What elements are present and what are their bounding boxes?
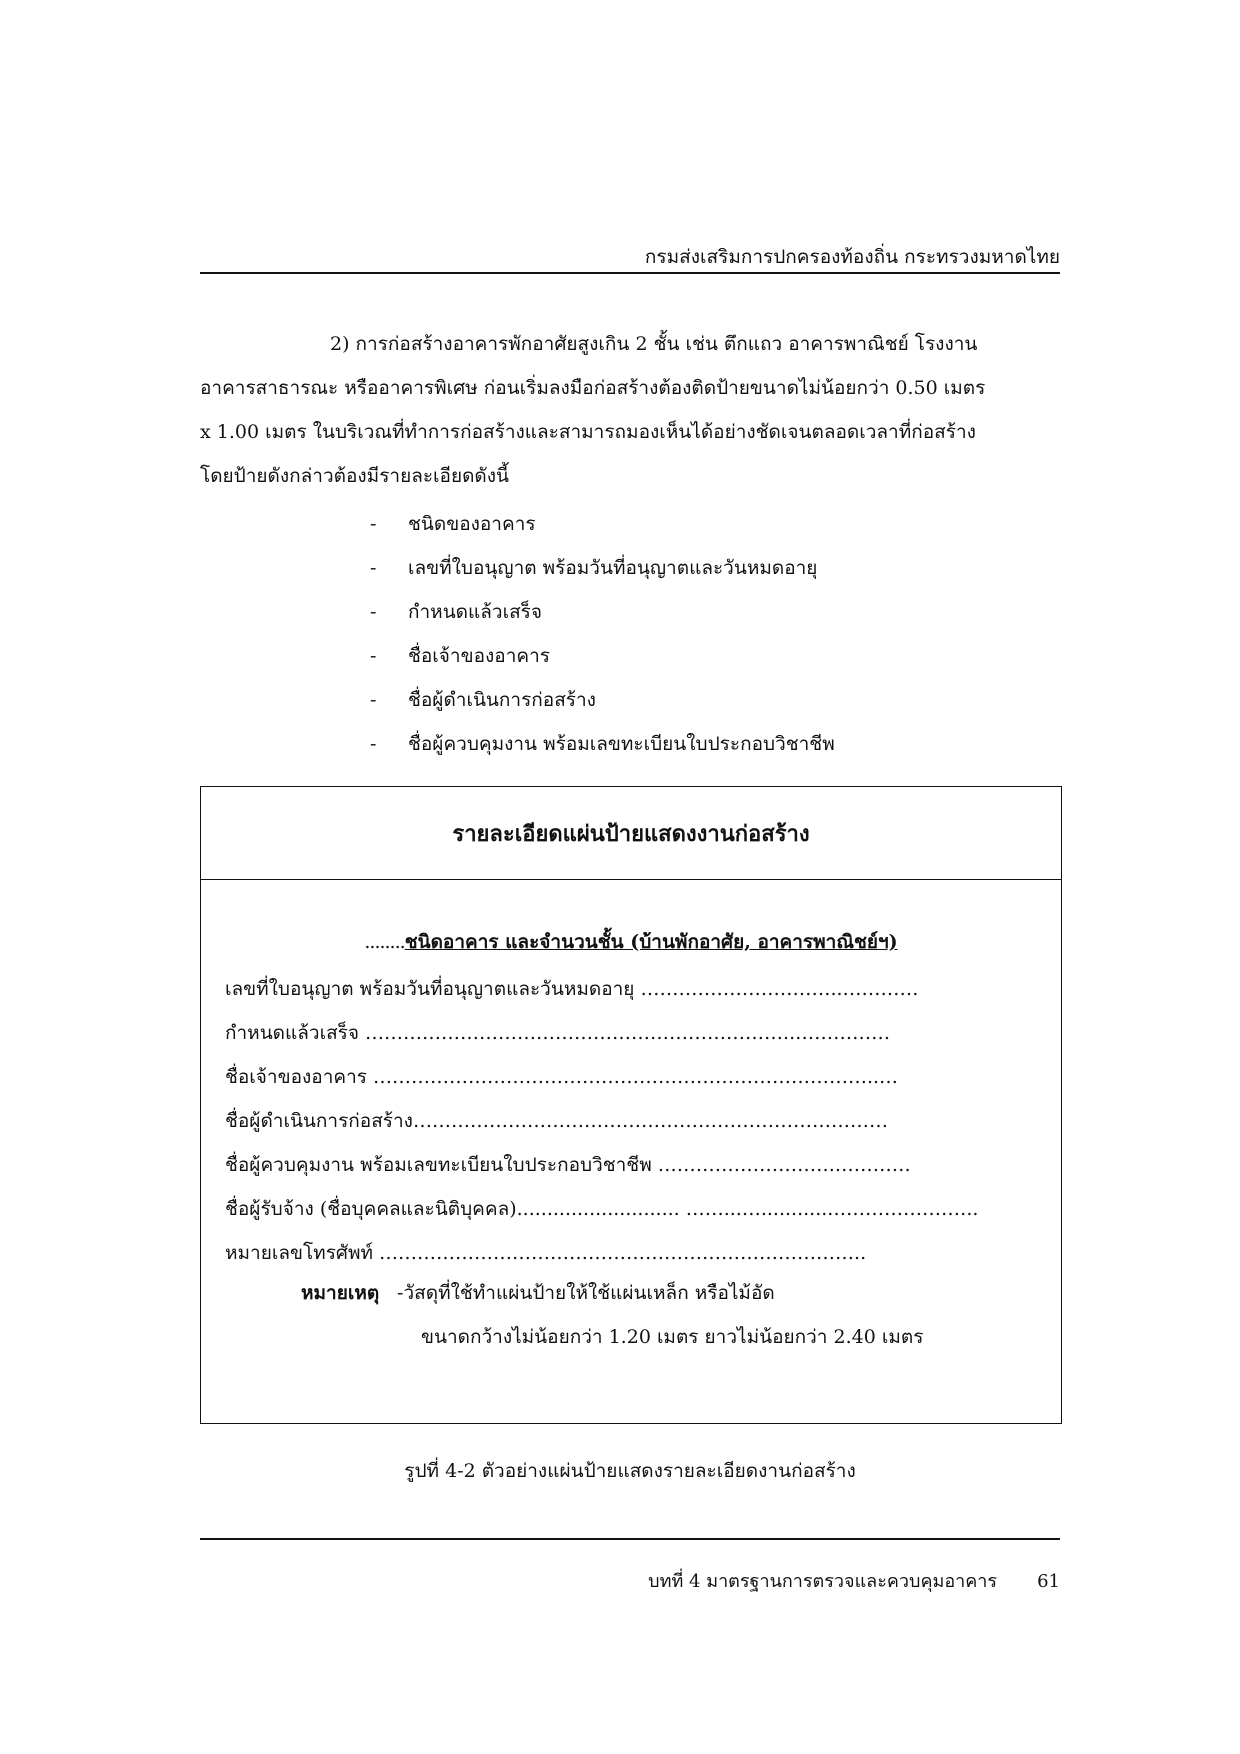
list-item	[370, 502, 835, 546]
page-footer	[200, 1566, 1060, 1595]
sign-field: ชื่อผู้ควบคุมงาน พร้อมเลขทะเบียนใบประกอบวิชาชีพ ……………………….…………	[225, 1154, 911, 1176]
bullet-text: ชื่อผู้ดำเนินการก่อสร้าง	[408, 689, 596, 711]
sign-title: รายละเอียดแผ่นป้ายแสดงงานก่อสร้าง	[201, 787, 1061, 880]
bullet-text: ชนิดของอาคาร	[408, 513, 536, 535]
sign-field: หมายเลขโทรศัพท์ …………………………………………………………………..	[225, 1242, 867, 1264]
subtitle-dots: ........	[364, 931, 405, 953]
bullet-marker: -	[370, 733, 377, 755]
header-org: กรมส่งเสริมการปกครองท้องถิ่น กระทรวงมหาดไทย	[644, 246, 1060, 268]
bullet-marker: -	[370, 557, 377, 579]
bullet-text: เลขที่ใบอนุญาต พร้อมวันที่อนุญาตและวันหมดอายุ	[408, 557, 818, 579]
sign-field: ชื่อเจ้าของอาคาร ……………………………………………………………………..…	[225, 1066, 899, 1088]
footer-chapter: บทที่ 4 มาตรฐานการตรวจและควบคุมอาคาร	[648, 1571, 998, 1592]
sign-field: ชื่อผู้รับจ้าง (ชื่อบุคคลและนิติบุคคล)........................... ……...…............…………………..	[225, 1198, 979, 1220]
note-label: หมายเหตุ	[301, 1282, 380, 1304]
list-item	[370, 546, 835, 590]
list-item	[370, 590, 835, 634]
sign-field: เลขที่ใบอนุญาต พร้อมวันที่อนุญาตและวันหมดอายุ …………………………..…………	[225, 978, 919, 1000]
sign-field: ชื่อผู้ดำเนินการก่อสร้าง…………………………………………………………………	[225, 1110, 888, 1132]
bullet-marker: -	[370, 645, 377, 667]
list-item	[370, 722, 835, 766]
header-rule	[200, 272, 1060, 274]
sign-field: กำหนดแล้วเสร็จ …………………………………………………………..……………	[225, 1022, 891, 1044]
footer-rule	[200, 1538, 1060, 1540]
sign-example-box	[200, 786, 1062, 1424]
bullet-marker: -	[370, 513, 377, 535]
note-text: -วัสดุที่ใช้ทำแผ่นป้ายให้ใช้แผ่นเหล็ก หรือไม้อัด	[397, 1282, 775, 1304]
paragraph-line: โดยป้ายดังกล่าวต้องมีรายละเอียดดังนี้	[200, 465, 510, 487]
list-item	[370, 634, 835, 678]
sign-subtitle	[201, 927, 1061, 957]
bullet-list	[370, 502, 835, 766]
bullet-text: ชื่อผู้ควบคุมงาน พร้อมเลขทะเบียนใบประกอบวิชาชีพ	[408, 733, 835, 755]
paragraph-line: อาคารสาธารณะ หรืออาคารพิเศษ ก่อนเริ่มลงมือก่อสร้างต้องติดป้ายขนาดไม่น้อยกว่า 0.50 เมตร	[200, 377, 986, 399]
paragraph-line: x 1.00 เมตร ในบริเวณที่ทำการก่อสร้างและสามารถมองเห็นได้อย่างชัดเจนตลอดเวลาที่ก่อสร้าง	[200, 421, 976, 443]
bullet-marker: -	[370, 601, 377, 623]
paragraph-line: 2) การก่อสร้างอาคารพักอาศัยสูงเกิน 2 ชั้น เช่น ตึกแถว อาคารพาณิชย์ โรงงาน	[330, 333, 978, 355]
page-number: 61	[1037, 1571, 1060, 1592]
bullet-text: ชื่อเจ้าของอาคาร	[408, 645, 550, 667]
list-item	[370, 678, 835, 722]
note-line: ขนาดกว้างไม่น้อยกว่า 1.20 เมตร ยาวไม่น้อยกว่า 2.40 เมตร	[421, 1326, 924, 1348]
bullet-marker: -	[370, 689, 377, 711]
sign-fields	[225, 967, 1035, 1275]
bullet-text: กำหนดแล้วเสร็จ	[408, 601, 543, 623]
sign-note	[301, 1271, 923, 1359]
body-paragraph	[200, 322, 1060, 498]
figure-caption: รูปที่ 4-2 ตัวอย่างแผ่นป้ายแสดงรายละเอียดงานก่อสร้าง	[404, 1460, 856, 1482]
note-line	[301, 1271, 923, 1315]
subtitle-text: ชนิดอาคาร และจำนวนชั้น (บ้านพักอาศัย, อาคารพาณิชย์ฯ)	[404, 931, 898, 953]
